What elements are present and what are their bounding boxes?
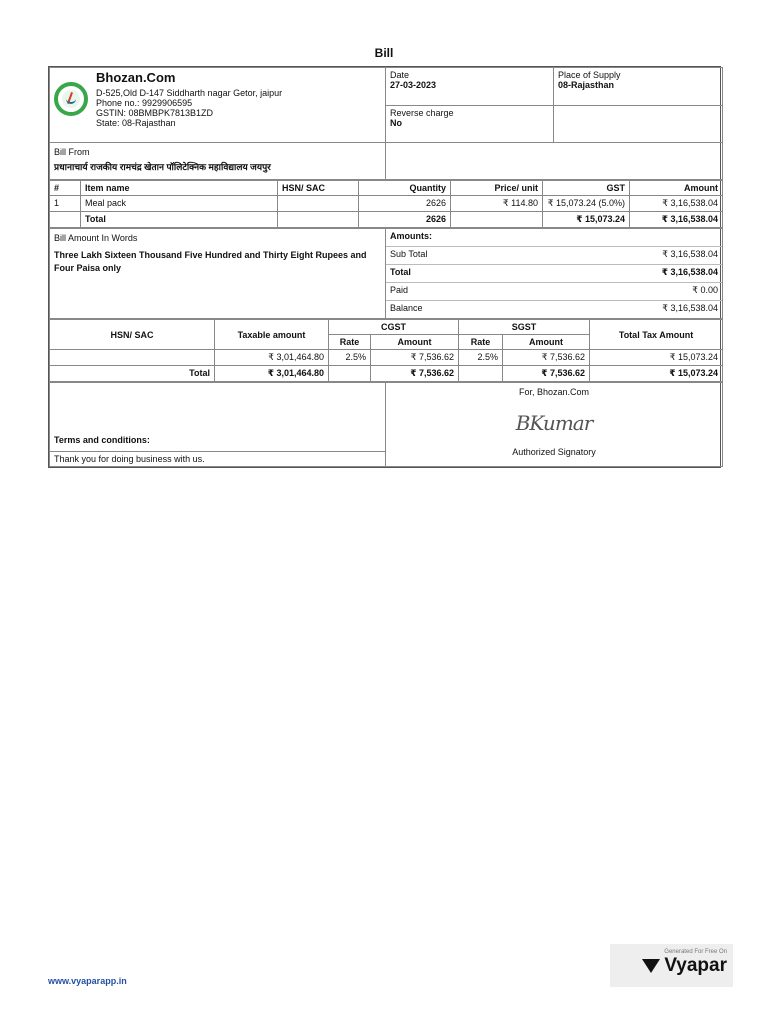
items-total-amount: ₹ 3,16,538.04 <box>630 212 723 228</box>
bill-container <box>48 66 721 468</box>
tax-total-label: Total <box>50 366 215 382</box>
item-number: 1 <box>50 196 81 212</box>
amount-in-words-label: Bill Amount In Words <box>54 233 138 243</box>
item-hsn <box>278 196 359 212</box>
total-label: Total <box>386 265 554 283</box>
tax-total-taxable: ₹ 3,01,464.80 <box>215 366 329 382</box>
signatory-for: For, Bhozan.Com <box>518 387 590 397</box>
items-total-gst: ₹ 15,073.24 <box>543 212 630 228</box>
table-row <box>50 196 723 212</box>
brand-name: Vyapar <box>664 955 727 976</box>
tax-row-sgst-rate: 2.5% <box>459 350 503 366</box>
signature-image: BKumar <box>515 411 593 435</box>
amounts-cell <box>386 229 723 319</box>
bill-from-cell <box>50 143 386 180</box>
reverse-charge-value: No <box>390 117 402 128</box>
tax-row-taxable: ₹ 3,01,464.80 <box>215 350 329 366</box>
company-block <box>50 68 386 143</box>
col-header-quantity: Quantity <box>359 181 451 196</box>
company-state: State: 08-Rajasthan <box>96 118 176 128</box>
vyapar-logo-icon <box>642 959 660 973</box>
tax-col-cgst: CGST <box>329 320 459 335</box>
terms-cell <box>50 383 386 452</box>
date-cell <box>386 68 554 106</box>
amounts-label: Amounts: <box>386 229 722 247</box>
date-value: 27-03-2023 <box>390 80 437 90</box>
place-cell <box>554 68 723 106</box>
date-label: Date <box>390 70 410 80</box>
vyapar-brand-badge <box>610 944 733 987</box>
table-row <box>50 350 723 366</box>
bill-from-value: प्रधानाचार्य राजकीय रामचंद्र खेतान पॉलिटेक्निक महाविद्यालय जयपुर <box>54 162 271 172</box>
col-header-number: # <box>50 181 81 196</box>
amount-in-words-value: Three Lakh Sixteen Thousand Five Hundred and Thirty Eight Rupees and Four Paisa only <box>54 250 367 273</box>
item-name: Meal pack <box>81 196 278 212</box>
tax-total-amount: ₹ 15,073.24 <box>590 366 723 382</box>
balance-value: ₹ 3,16,538.04 <box>662 303 718 313</box>
tax-col-hsn: HSN/ SAC <box>50 320 215 350</box>
item-quantity: 2626 <box>359 196 451 212</box>
tax-row-hsn <box>50 350 215 366</box>
tax-col-sgst-rate: Rate <box>459 335 503 350</box>
company-address: D-525,Old D-147 Siddharth nagar Getor, jaipur <box>96 88 283 98</box>
balance-label: Balance <box>390 303 423 313</box>
header-table <box>49 67 723 180</box>
summary-table <box>49 228 723 319</box>
terms-label: Terms and conditions: <box>54 435 150 445</box>
document-title: Bill <box>374 46 394 60</box>
reverse-charge-cell <box>386 105 554 143</box>
tax-col-cgst-rate: Rate <box>329 335 371 350</box>
items-table <box>49 180 723 228</box>
items-total-quantity: 2626 <box>359 212 451 228</box>
tax-total-row <box>50 366 723 382</box>
col-header-item-name: Item name <box>81 181 278 196</box>
company-phone: Phone no.: 9929906595 <box>96 98 193 108</box>
tax-col-cgst-amount: Amount <box>371 335 459 350</box>
col-header-amount: Amount <box>630 181 723 196</box>
tax-col-sgst: SGST <box>459 320 590 335</box>
col-header-price: Price/ unit <box>451 181 543 196</box>
item-price: ₹ 114.80 <box>451 196 543 212</box>
tax-total-cgst: ₹ 7,536.62 <box>371 366 459 382</box>
signature-cell <box>386 383 723 467</box>
footer-table <box>49 382 723 467</box>
place-value: 08-Rajasthan <box>558 80 615 90</box>
col-header-gst: GST <box>543 181 630 196</box>
tax-row-cgst-amount: ₹ 7,536.62 <box>371 350 459 366</box>
paid-value: ₹ 0.00 <box>554 283 722 301</box>
company-name: Bhozan.Com <box>96 70 176 85</box>
item-gst: ₹ 15,073.24 (5.0%) <box>543 196 630 212</box>
terms-text: Thank you for doing business with us. <box>50 452 386 467</box>
vyapar-website-link[interactable]: www.vyaparapp.in <box>48 976 127 986</box>
company-gstin: GSTIN: 08BMBPK7813B1ZD <box>96 108 214 118</box>
place-label: Place of Supply <box>558 70 621 80</box>
tax-col-taxable: Taxable amount <box>215 320 329 350</box>
bill-from-label: Bill From <box>54 147 90 157</box>
amount-in-words-cell <box>50 229 386 319</box>
empty-bill-to-cell <box>386 143 723 180</box>
tax-col-sgst-amount: Amount <box>503 335 590 350</box>
tax-col-total: Total Tax Amount <box>590 320 723 350</box>
empty-meta-cell <box>554 105 723 143</box>
items-total-label: Total <box>81 212 278 228</box>
col-header-hsn: HSN/ SAC <box>278 181 359 196</box>
signatory-label: Authorized Signatory <box>512 447 596 457</box>
paid-label: Paid <box>386 283 554 301</box>
total-value: ₹ 3,16,538.04 <box>554 265 722 283</box>
items-header-row <box>50 181 723 196</box>
tax-total-sgst: ₹ 7,536.62 <box>503 366 590 382</box>
brand-tagline: Generated For Free On <box>664 949 727 955</box>
tax-row-cgst-rate: 2.5% <box>329 350 371 366</box>
items-total-row <box>50 212 723 228</box>
tax-table <box>49 319 723 382</box>
subtotal-label: Sub Total <box>386 247 554 265</box>
tax-row-total: ₹ 15,073.24 <box>590 350 723 366</box>
item-amount: ₹ 3,16,538.04 <box>630 196 723 212</box>
company-logo-icon <box>54 82 88 116</box>
subtotal-value: ₹ 3,16,538.04 <box>554 247 722 265</box>
reverse-charge-label: Reverse charge <box>390 107 454 118</box>
tax-row-sgst-amount: ₹ 7,536.62 <box>503 350 590 366</box>
